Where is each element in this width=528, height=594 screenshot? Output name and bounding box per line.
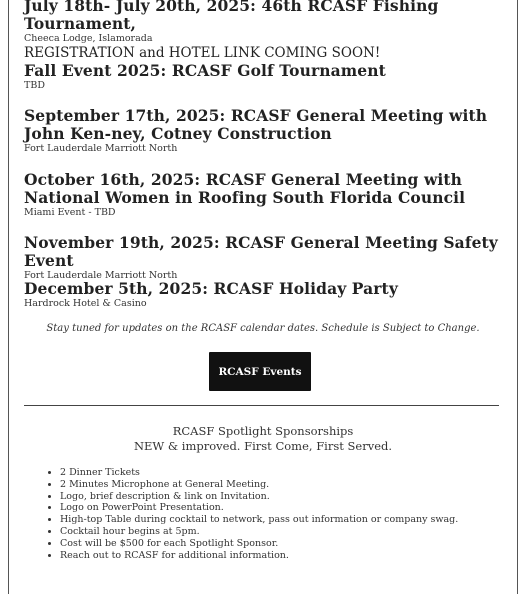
event-title: September 17th, 2025: RCASF General Meeting with John Ken-ney, Cotney Construction — [24, 106, 488, 143]
event-location: Fort Lauderdale Marriott North — [24, 143, 178, 154]
list-item: • Cost will be $500 for each Spotlight Sponsor. — [60, 538, 458, 550]
spotlight-subheading: NEW & improved. First Come, First Served. — [133, 439, 393, 453]
event-title: July 18th- July 20th, 2025: 46th RCASF Fishing Tournament, — [24, 0, 439, 33]
event-title: October 16th, 2025: RCASF General Meeting with National Women in Roofing South Florida Council — [24, 170, 466, 207]
schedule-note: Stay tuned for updates on the RCASF calendar dates. Schedule is Subject to Change. — [46, 323, 480, 334]
event-fishing-tournament — [24, 0, 514, 62]
list-item: • Logo, brief description & link on Invitation. — [60, 491, 458, 503]
spotlight-header — [24, 424, 502, 454]
list-item: • Logo on PowerPoint Presentation. — [60, 502, 458, 514]
rcasf-events-button[interactable]: RCASF Events — [209, 352, 311, 391]
event-location: TBD — [24, 80, 45, 91]
event-title: November 19th, 2025: RCASF General Meeting Safety Event — [24, 233, 498, 270]
event-registration-note: REGISTRATION and HOTEL LINK COMING SOON! — [24, 45, 381, 61]
spotlight-benefits-list — [24, 467, 458, 561]
section-divider — [24, 405, 499, 406]
spotlight-heading: RCASF Spotlight Sponsorships — [172, 424, 354, 438]
list-item: • High-top Table during cocktail to network, pass out information or company swag. — [60, 514, 458, 526]
event-title: Fall Event 2025: RCASF Golf Tournament — [24, 61, 386, 80]
event-location: Fort Lauderdale Marriott North — [24, 270, 178, 281]
list-item: • Cocktail hour begins at 5pm. — [60, 526, 458, 538]
event-title: December 5th, 2025: RCASF Holiday Party — [24, 279, 398, 298]
event-october-meeting — [24, 171, 502, 219]
event-golf-tournament — [24, 62, 502, 92]
list-item: • Reach out to RCASF for additional information. — [60, 550, 458, 562]
event-location: Miami Event - TBD — [24, 207, 116, 218]
list-item: • 2 Dinner Tickets — [60, 467, 458, 479]
list-item: • 2 Minutes Microphone at General Meeting. — [60, 479, 458, 491]
event-location: Hardrock Hotel & Casino — [24, 298, 147, 309]
event-holiday-party — [24, 280, 502, 310]
event-location: Cheeca Lodge, Islamorada — [24, 33, 153, 44]
event-september-meeting — [24, 107, 502, 155]
event-november-meeting — [24, 234, 502, 282]
